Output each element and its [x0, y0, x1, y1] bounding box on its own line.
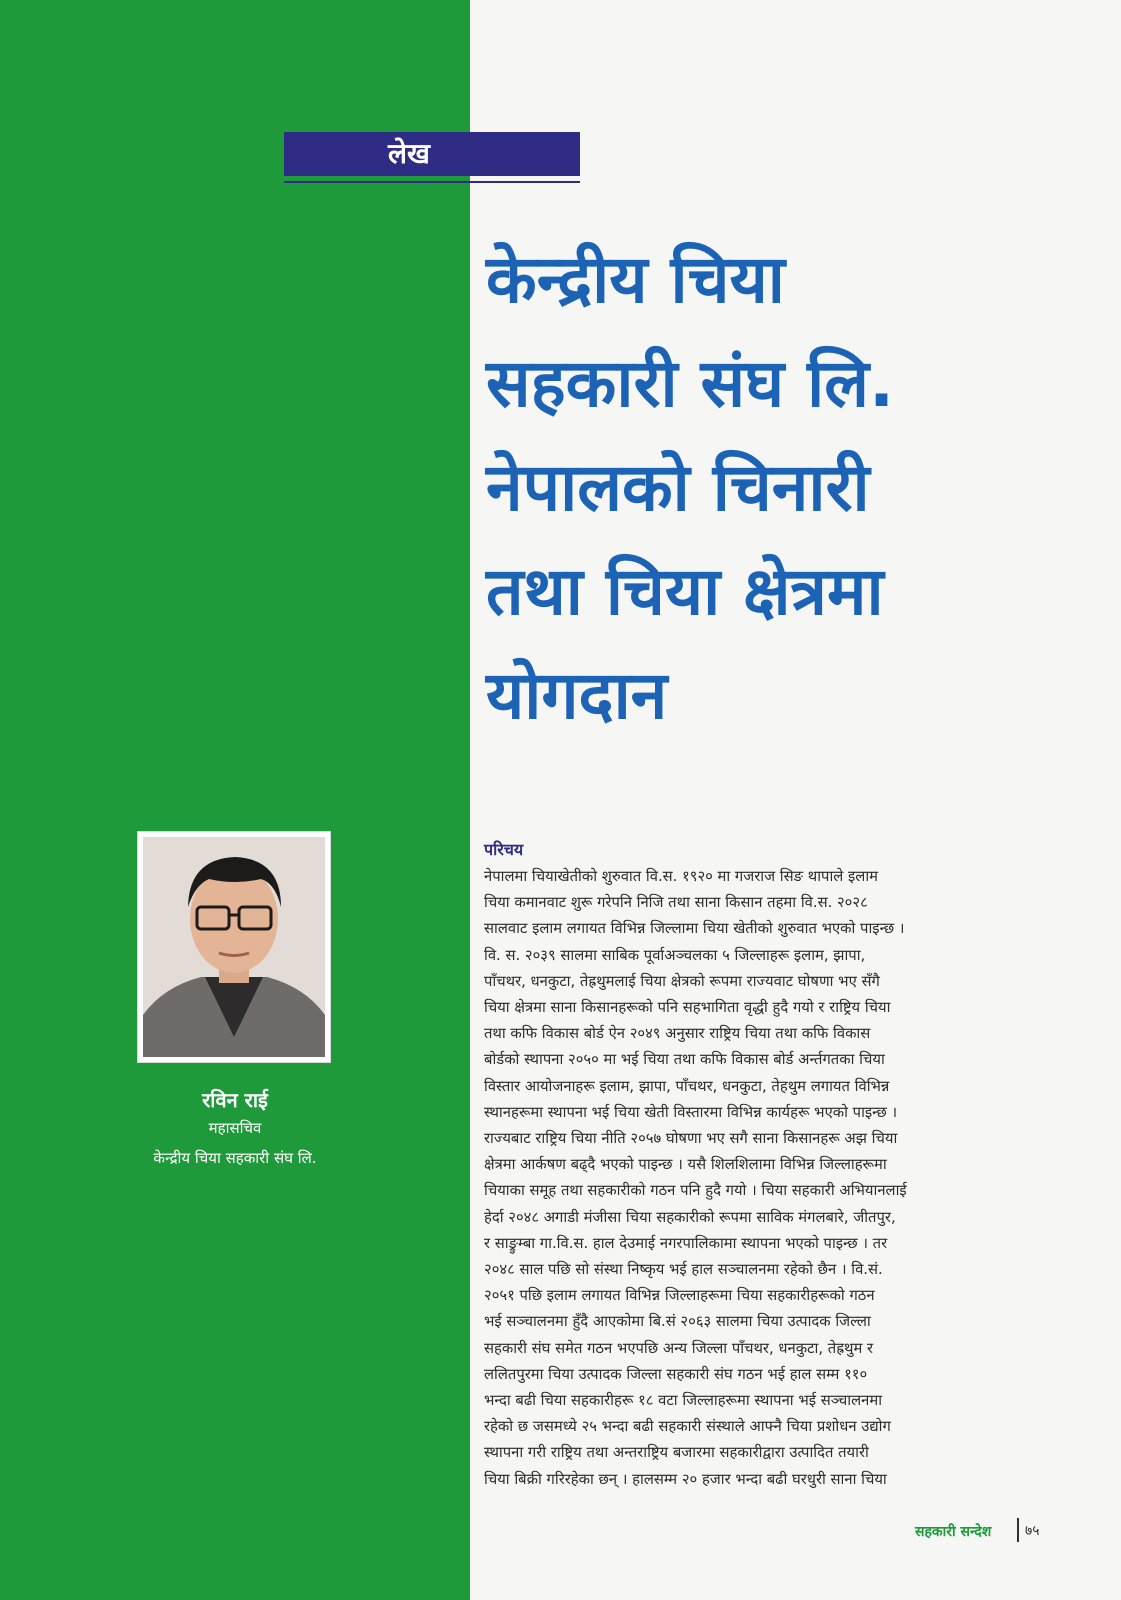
section-tag: लेख	[284, 132, 580, 176]
article-body	[484, 864, 1050, 1493]
body-line: भई सञ्चालनमा हुँदै आएकोमा बि.सं २०६३ सालमा चिया उत्पादक जिल्ला	[484, 1313, 871, 1331]
body-line: सहकारी संघ समेत गठन भएपछि अन्य जिल्ला पाँचथर, धनकुटा, तेह्रथुम र	[484, 1339, 874, 1357]
body-line: पाँचथर, धनकुटा, तेह्रथुमलाई चिया क्षेत्रको रूपमा राज्यवाट घोषणा भए सँगै	[484, 972, 880, 990]
headline-line-5: योगदान	[486, 657, 668, 734]
article-headline	[486, 228, 1086, 748]
article-subheading: परिचय	[484, 840, 524, 859]
body-line: स्थापना गरी राष्ट्रिय तथा अन्तराष्ट्रिय बजारमा सहकारीद्वारा उत्पादित तयारी	[484, 1444, 869, 1462]
headline-line-1: केन्द्रीय चिया	[486, 241, 785, 318]
body-line: ललितपुरमा चिया उत्पादक जिल्ला सहकारी संघ गठन भई हाल सम्म ११०	[484, 1365, 868, 1383]
body-line: विस्तार आयोजनाहरू इलाम, झापा, पाँचथर, धनकुटा, तेहथुम लगायत विभिन्न	[484, 1077, 890, 1095]
body-line: २०४८ साल पछि सो संस्था निष्कृय भई हाल सञ्चालनमा रहेको छैन । वि.सं.	[484, 1261, 883, 1279]
author-role: महासचिव	[208, 1119, 262, 1137]
headline-line-2: सहकारी संघ लि.	[486, 345, 895, 422]
body-line: २०५१ पछि इलाम लगायत विभिन्न जिल्लाहरूमा चिया सहकारीहरूको गठन	[484, 1287, 875, 1305]
body-line: क्षेत्रमा आर्कषण बढ्दै भएको पाइन्छ । यसै शिलशिलामा विभिन्न जिल्लाहरूमा	[484, 1156, 887, 1174]
author-photo-frame	[138, 832, 330, 1062]
body-line: र साङ्रुम्बा गा.वि.स. हाल देउमाई नगरपालिकामा स्थापना भएको पाइन्छ । तर	[484, 1234, 888, 1252]
body-line: भन्दा बढी चिया सहकारीहरू १८ वटा जिल्लाहरूमा स्थापना भई सञ्चालनमा	[484, 1392, 883, 1410]
green-side-band	[0, 0, 470, 1600]
body-line: तथा कफि विकास बोर्ड ऐन २०४९ अनुसार राष्ट्रिय चिया तथा कफि विकास	[484, 1025, 871, 1043]
footer-divider	[1017, 1518, 1019, 1542]
headline-line-3: नेपालको चिनारी	[486, 449, 870, 526]
body-line: चिया बिक्री गरिरहेका छन् । हालसम्म २० हजार भन्दा बढी घरधुरी साना चिया	[484, 1470, 887, 1488]
author-photo	[143, 837, 325, 1057]
body-line: सालवाट इलाम लगायत विभिन्न जिल्लामा चिया खेतीको शुरुवात भएको पाइन्छ ।	[484, 920, 905, 938]
body-line: वि. स. २०३९ सालमा साबिक पूर्वाअञ्चलका ५ जिल्लाहरू इलाम, झापा,	[484, 946, 866, 964]
body-line: चिया कमानवाट शुरू गरेपनि निजि तथा साना किसान तहमा वि.स. २०२८	[484, 894, 868, 912]
author-portrait-illustration	[143, 837, 325, 1057]
body-line: बोर्डको स्थापना २०५० मा भई चिया तथा कफि विकास बोर्ड अर्न्तगतका चिया	[484, 1051, 885, 1069]
body-line: राज्यबाट राष्ट्रिय चिया नीति २०५७ घोषणा भए सगै साना किसानहरू अझ चिया	[484, 1130, 898, 1148]
body-line: चियाका समूह तथा सहकारीको गठन पनि हुदै गयो । चिया सहकारी अभियानलाई	[484, 1182, 907, 1200]
author-organization: केन्द्रीय चिया सहकारी संघ लि.	[153, 1149, 317, 1167]
headline-line-4: तथा चिया क्षेत्रमा	[486, 553, 884, 630]
publication-name: सहकारी सन्देश	[915, 1524, 992, 1540]
page-number: ७५	[1025, 1523, 1040, 1539]
body-line: चिया क्षेत्रमा साना किसानहरूको पनि सहभागिता वृद्धी हुदै गयो र राष्ट्रिय चिया	[484, 999, 891, 1017]
body-line: रहेको छ जसमध्ये २५ भन्दा बढी सहकारी संस्थाले आफ्नै चिया प्रशोधन उद्योग	[484, 1418, 891, 1436]
body-line: नेपालमा चियाखेतीको शुरुवात वि.स. १९२० मा गजराज सिङ थापाले इलाम	[484, 868, 879, 885]
body-line: स्थानहरूमा स्थापना भई चिया खेती विस्तारमा विभिन्न कार्यहरू भएको पाइन्छ ।	[484, 1103, 898, 1121]
section-tag-rule	[284, 181, 580, 183]
body-line: हेर्दा २०४८ अगाडी मंजीसा चिया सहकारीको रूपमा साविक मंगलबारे, जीतपुर,	[484, 1208, 896, 1226]
author-name: रविन राई	[202, 1088, 268, 1112]
